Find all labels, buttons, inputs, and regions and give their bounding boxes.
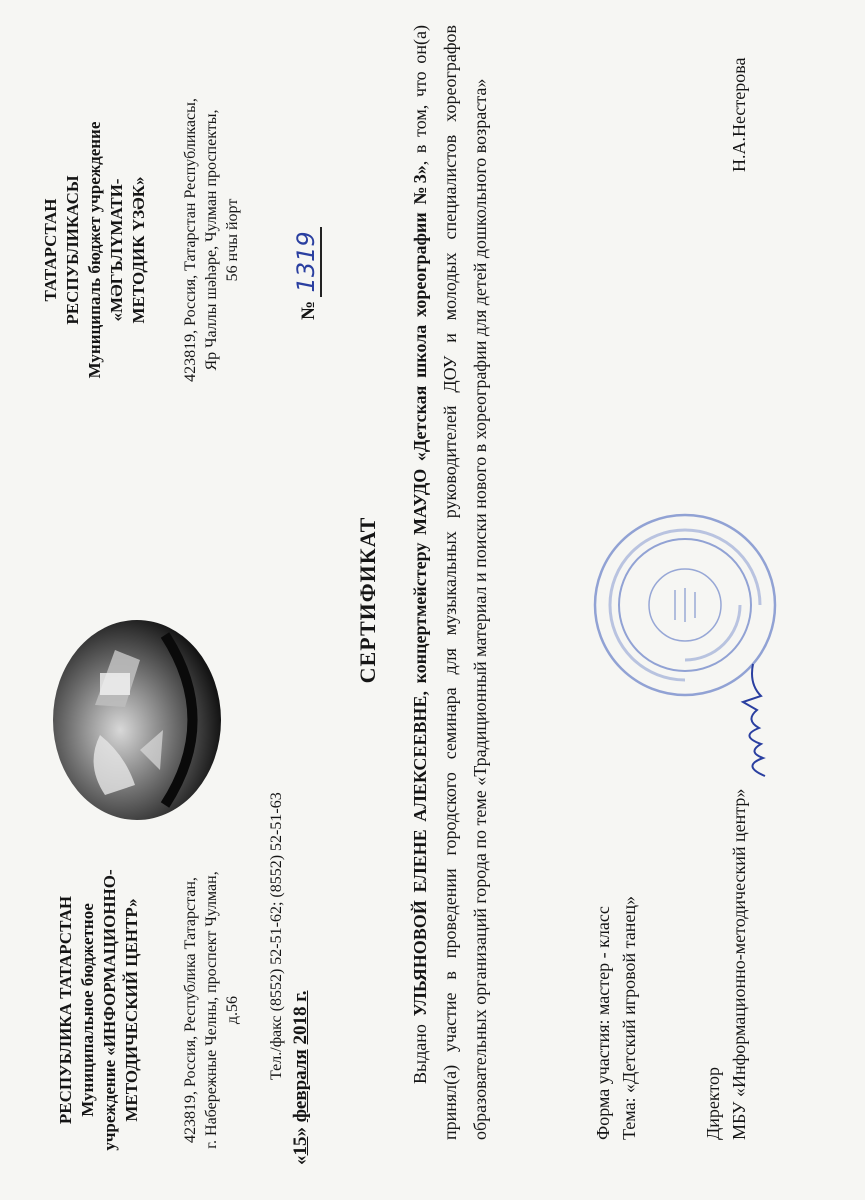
date-open-quote: «: [290, 1155, 311, 1165]
certificate-title: СЕРТИФИКАТ: [355, 516, 380, 684]
signature-block: [700, 20, 752, 1140]
emblem-logo: [45, 615, 225, 825]
left-address-line2: г. Набережные Челны, проспект Чулман,: [203, 871, 220, 1149]
right-header-line5: МЕТОДИК ҮЗӘК»: [129, 176, 148, 324]
right-header-line4: «МӘГЪЛҮМАТИ-: [107, 178, 126, 322]
director-name: Н.А.Нестерова: [729, 57, 749, 172]
left-address: [180, 860, 243, 1160]
recipient-name: УЛЬЯНОВОЙ ЕЛЕНЕ АЛЕКСЕЕВНЕ, концертмейстеру МАУДО «Детская школа хореографии №3»: [410, 165, 430, 1017]
body-intro: Выдано: [410, 1016, 430, 1084]
right-header-line3: Муниципаль бюджет учреждение: [85, 121, 104, 379]
participation-form: Форма участия: мастер - класс: [593, 906, 613, 1140]
left-header-line4: МЕТОДИЧЕСКИЙ ЦЕНТР»: [122, 898, 141, 1122]
document-number: [292, 227, 322, 320]
participation-info: [590, 640, 642, 1140]
left-header-line2: Муниципальное бюджетное: [78, 903, 97, 1117]
left-header-line1: РЕСПУБЛИКА ТАТАРСТАН: [56, 895, 75, 1125]
body-text: , в том, что он(а) принял(а) участие в проведении городского семинара для музыкальных руководителей ДОУ и молодых специалистов хореографов образовательных организаций города по теме «Традиционный материал и поиски нового в хореографии для детей дошкольного возраста»: [410, 25, 490, 1140]
right-header: [40, 40, 150, 460]
participation-topic: Тема: «Детский игровой танец»: [619, 896, 639, 1140]
date-day: 15: [290, 1136, 311, 1156]
right-header-line2: РЕСПУБЛИКАСЫ: [63, 175, 82, 325]
number-value: 1319: [292, 227, 322, 297]
left-address-line1: 423819, Россия, Республика Татарстан,: [182, 877, 199, 1143]
issue-date: [290, 990, 312, 1165]
right-header-line1: ТАТАРСТАН: [41, 198, 60, 302]
right-address: [180, 55, 243, 425]
number-label: №: [298, 300, 319, 320]
right-address-line1: 423819, Россия, Татарстан Республикасы,: [182, 98, 199, 382]
date-close-quote: »: [290, 1127, 311, 1137]
left-header: [55, 860, 143, 1160]
certificate-body: [405, 25, 495, 1140]
right-address-line2: Яр Чаллы шәһәре, Чулман проспекты,: [203, 109, 220, 371]
right-address-line3: 56 нчы йорт: [224, 198, 241, 282]
left-header-line3: учреждение «ИНФОРМАЦИОННО-: [100, 869, 119, 1151]
director-organization: МБУ «Информационно-методический центр»: [729, 788, 749, 1140]
phone-fax: Тел./факс (8552) 52-51-62; (8552) 52-51-63: [268, 792, 285, 1080]
date-year: 2018 г.: [290, 990, 311, 1045]
left-address-line3: д.56: [224, 995, 241, 1025]
date-month: февраля: [290, 1049, 311, 1123]
director-title: Директор: [703, 1066, 723, 1140]
